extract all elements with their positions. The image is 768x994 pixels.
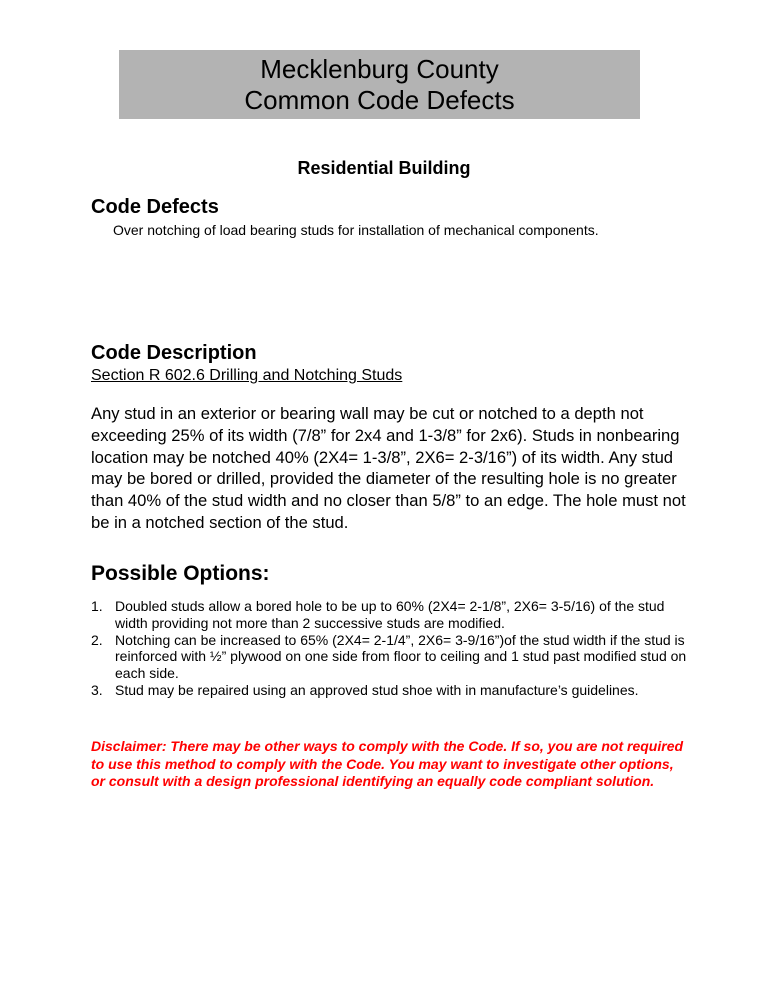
page-title-line2: Common Code Defects — [244, 85, 515, 115]
option-item — [91, 632, 691, 682]
option-text: Stud may be repaired using an approved stud shoe with in manufacture’s guidelines. — [115, 681, 639, 698]
page-title-line1: Mecklenburg County — [260, 54, 499, 84]
option-text: Notching can be increased to 65% (2X4= 2-1/4”, 2X6= 3-9/16”)of the stud width if the stud is reinforced with ½” plywood on one side from floor to ceiling and 1 stud past modified stud on each side. — [115, 631, 687, 682]
possible-options-heading: Possible Options: — [91, 562, 270, 585]
option-text: Doubled studs allow a bored hole to be up to 60% (2X4= 2-1/8”, 2X6= 3-5/16) of the stud width providing not more than 2 successive studs are modified. — [115, 598, 665, 631]
option-number: 3. — [91, 681, 103, 698]
code-section-reference: Section R 602.6 Drilling and Notching Studs — [91, 367, 403, 384]
page-title-box — [119, 50, 640, 119]
page-subtitle: Residential Building — [297, 158, 471, 178]
option-number: 1. — [91, 598, 103, 614]
code-defects-text: Over notching of load bearing studs for installation of mechanical components. — [113, 222, 599, 238]
disclaimer-text: Disclaimer: There may be other ways to comply with the Code. If so, you are not required to use this method to comply with the Code. You may want to investigate other options, or consult with a design professional identifying an equally code compliant solution. — [91, 738, 684, 790]
option-item — [91, 598, 691, 632]
code-description-heading: Code Description — [91, 342, 257, 364]
option-number: 2. — [91, 631, 103, 648]
code-defects-heading: Code Defects — [91, 196, 219, 218]
possible-options-list — [91, 598, 691, 699]
code-description-body: Any stud in an exterior or bearing wall may be cut or notched to a depth not exceeding 25% of its width (7/8” for 2x4 and 1-3/8” for 2x6). Studs in nonbearing location may be notched 40% (2X4= 1-3/8”, 2X6= 2-3/16”) of its width. Any stud may be bored or drilled, provided the diameter of the resulting hole is no greater than 40% of the stud width and no closer than 5/8” to an edge. The hole must not be in a notched section of the stud. — [91, 404, 686, 532]
option-item — [91, 682, 691, 699]
